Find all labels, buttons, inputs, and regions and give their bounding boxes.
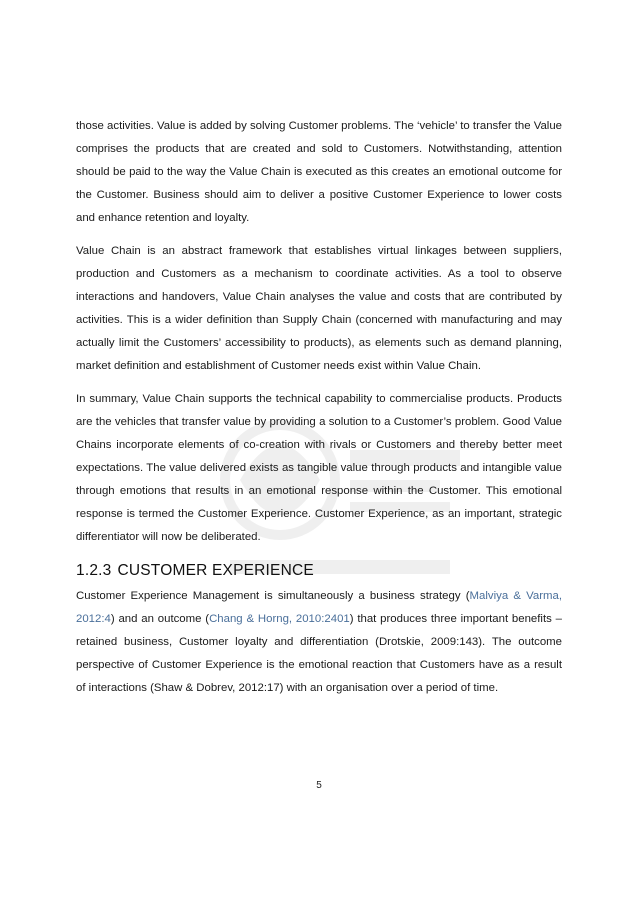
paragraph-4-text-a: Customer Experience Management is simultaneously a business strategy ( xyxy=(76,590,470,602)
paragraph-1: those activities. Value is added by solving Customer problems. The ‘vehicle’ to transfer the Value comprises the products that are created and sold to Customers. Notwithstanding, attention should be paid to the way the Value Chain is executed as this creates an emotional outcome for the Customer. Business should aim to deliver a positive Customer Experience to lower costs and enhance retention and loyalty. xyxy=(76,120,562,224)
paragraph-4 xyxy=(76,585,562,700)
paragraph-4-text-b: ) and an outcome ( xyxy=(110,613,210,625)
document-body xyxy=(76,115,562,710)
page-number: 5 xyxy=(316,780,322,791)
citation-malviya: Malviya & Varma, 2012:4 xyxy=(76,590,563,625)
section-title: CUSTOMER EXPERIENCE xyxy=(117,562,314,579)
paragraph-4-text-c: ) that produces three important benefits – retained business, Customer loyalty and differentiation (Drotskie, 2009:143). The outcome perspective of Customer Experience is the emotional reaction that Customers have as a result of interactions (Shaw & Dobrev, 2012:17) with an organisation over a period of time. xyxy=(76,613,562,694)
section-heading xyxy=(76,561,562,581)
paragraph-2: Value Chain is an abstract framework that establishes virtual linkages between suppliers, production and Customers as a mechanism to coordinate activities. As a tool to observe interactions and handovers, Value Chain analyses the value and costs that are contributed by activities. This is a wider definition than Supply Chain (concerned with manufacturing and may actually limit the Customers’ accessibility to products), as elements such as demand planning, market definition and establishment of Customer needs exist within Value Chain. xyxy=(76,245,562,372)
section-number: 1.2.3 xyxy=(76,562,112,579)
citation-chang: Chang & Horng, 2010:2401 xyxy=(209,613,350,625)
paragraph-3: In summary, Value Chain supports the technical capability to commercialise products. Products are the vehicles that transfer value by providing a solution to a Customer’s problem. Good Value Chains incorporate elements of co-creation with rivals or Customers and thereby better meet expectations. The value delivered exists as tangible value through products and intangible value through emotions that results in an emotional response within the Customer. This emotional response is termed the Customer Experience. Customer Experience, as an important, strategic differentiator will now be deliberated. xyxy=(76,393,562,543)
